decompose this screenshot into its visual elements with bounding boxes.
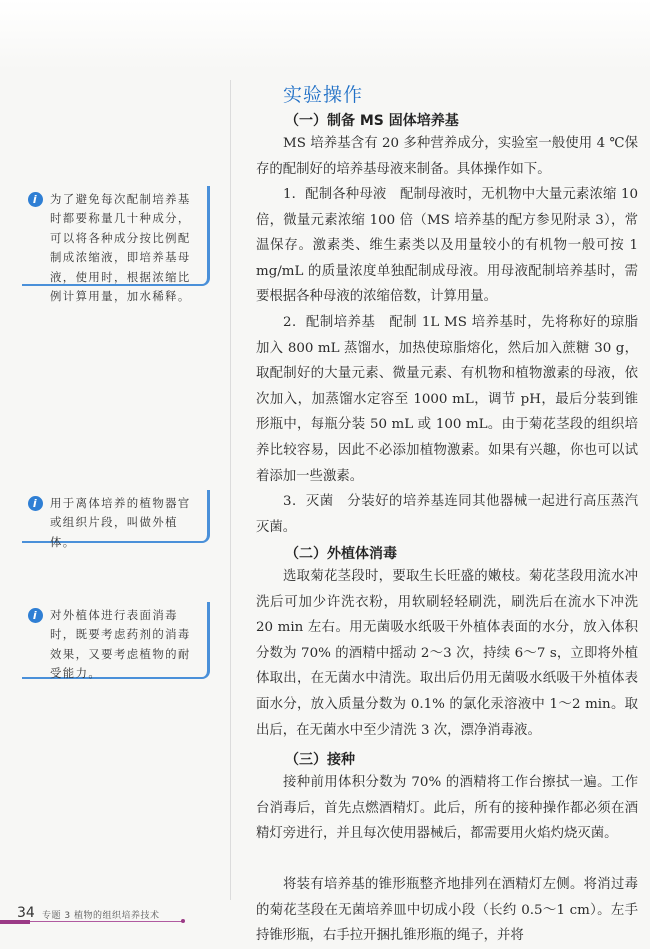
paragraph-explant-disinfection: 选取菊花茎段时，要取生长旺盛的嫩枝。菊花茎段用流水冲洗后可加少许洗衣粉，用软刷轻轻刷洗，刷洗后在流水下冲洗 20 min 左右。用无菌吸水纸吸干外植体表面的水分，放入体积分数为 70% 的酒精中摇动 2～3 次，持续 6～7 s，立即将外植体取出，在无菌水中清洗。取出后仍用无菌吸水纸吸干外植体表面水分，放入质量分数为 0.1% 的氯化汞溶液中 1～2 min。取出后，在无菌水中至少清洗 3 次，漂净消毒液。 — [256, 569, 638, 738]
sidebar-note-stock-solution — [22, 186, 210, 304]
note-text: 对外植体进行表面消毒时，既要考虑药剂的消毒效果，又要考虑植物的耐受能力。 — [50, 608, 191, 681]
section-title: 实验操作 — [283, 84, 364, 106]
footer-dot — [181, 919, 185, 923]
info-icon: i — [28, 192, 43, 207]
paragraph-prepare-medium: 2．配制培养基 配制 1L MS 培养基时，先将称好的琼脂加入 800 mL 蒸馏水，加热使琼脂熔化，然后加入蔗糖 30 g，取配制好的大量元素、微量元素、有机物和植物激素的母液，依次加入，加蒸馏水定容至 1000 mL，调节 pH，最后分装到锥形瓶中，每瓶分装 50 mL 或 100 mL。由于菊花茎段的组织培养比较容易，因此不必添加植物激素。如果有兴趣，你也可以试着添加一些激素。 — [256, 315, 638, 484]
paragraph-ms-intro: MS 培养基含有 20 多种营养成分，实验室一般使用 4 ℃保存的配制好的培养基母液来制备。具体操作如下。 — [256, 136, 638, 177]
info-icon: i — [28, 496, 43, 511]
note-text: 为了避免每次配制培养基时都要称量几十种成分，可以将各种成分按比例配制成浓缩液，即培养基母液，使用时，根据浓缩比例计算用量，加水稀释。 — [50, 192, 191, 304]
paragraph-sterilization: 3．灭菌 分装好的培养基连同其他器械一起进行高压蒸汽灭菌。 — [256, 494, 638, 535]
page-number: 34 — [17, 905, 35, 921]
chapter-title: 专题 3 植物的组织培养技术 — [42, 911, 160, 921]
paragraph-stock-solution: 1．配制各种母液 配制母液时，无机物中大量元素浓缩 10 倍，微量元素浓缩 100 倍（MS 培养基的配方参见附录 3），常温保存。激素类、维生素类以及用量较小的有机物一般可按 1 mg/mL 的质量浓度单独配制成母液。用母液配制培养基时，需要根据各种母液的浓缩倍数，计算用量。 — [256, 187, 638, 305]
note-text: 用于离体培养的植物器官或组织片段，叫做外植体。 — [50, 496, 191, 549]
heading-explant-disinfection: （二）外植体消毒 — [285, 546, 397, 562]
footer-rule — [30, 921, 182, 922]
paragraph-inoculation-steps: 将装有培养基的锥形瓶整齐地排列在酒精灯左侧。将消过毒的菊花茎段在无菌培养皿中切成小段（长约 0.5～1 cm）。左手持锥形瓶，右手拉开捆扎锥形瓶的绳子，并将 — [256, 877, 638, 944]
page-footer — [0, 905, 650, 925]
top-bleed — [0, 0, 650, 70]
sidebar-note-explant — [22, 490, 210, 549]
heading-inoculation: （三）接种 — [285, 752, 355, 768]
paragraph-inoculation-prep: 接种前用体积分数为 70% 的酒精将工作台擦拭一遍。工作台消毒后，首先点燃酒精灯。此后，所有的接种操作都必须在酒精灯旁进行，并且每次使用器械后，都需要用火焰灼烧灭菌。 — [256, 775, 638, 842]
heading-prepare-ms-medium: （一）制备 MS 固体培养基 — [285, 113, 459, 129]
sidebar-note-disinfection — [22, 602, 210, 679]
info-icon: i — [28, 608, 43, 623]
column-divider — [230, 80, 231, 900]
